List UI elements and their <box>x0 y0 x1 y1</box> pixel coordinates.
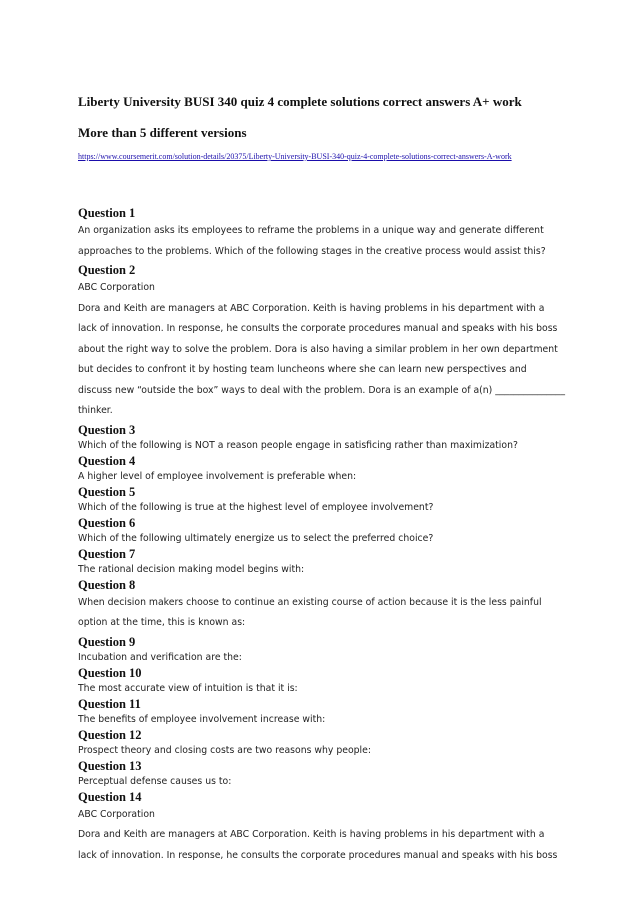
question-block <box>78 262 568 422</box>
question-block <box>78 696 568 727</box>
question-text-line: option at the time, this is known as: <box>78 617 246 628</box>
question-text-line: lack of innovation. In response, he consults the corporate procedures manual and speaks with his boss <box>78 849 558 861</box>
question-text <box>78 805 568 867</box>
question-text-line: Which of the following is NOT a reason people engage in satisficing rather than maximization? <box>78 439 518 451</box>
question-text-line: about the right way to solve the problem. Dora is also having a similar problem in her own department <box>78 343 558 355</box>
question-text-line: discuss new “outside the box” ways to deal with the problem. Dora is an example of a(n) _______________ <box>78 384 565 396</box>
question-text-line: approaches to the problems. Which of the following stages in the creative process would assist this? <box>78 245 546 257</box>
question-text-line: lack of innovation. In response, he consults the corporate procedures manual and speaks with his boss <box>78 323 558 334</box>
question-heading: Question 13 <box>78 758 142 773</box>
question-text-line: Perceptual defense causes us to: <box>78 775 232 787</box>
question-text-line: The most accurate view of intuition is that it is: <box>78 682 298 694</box>
question-heading: Question 5 <box>78 484 136 499</box>
question-heading: Question 8 <box>78 577 136 592</box>
question-block <box>78 665 568 696</box>
document-subtitle: More than 5 different versions <box>78 125 247 140</box>
question-heading: Question 14 <box>78 789 142 804</box>
question-block <box>78 205 568 262</box>
question-block <box>78 546 568 577</box>
question-heading: Question 7 <box>78 546 136 561</box>
question-block <box>78 422 568 453</box>
question-text <box>78 221 568 262</box>
question-list <box>78 205 568 866</box>
question-text-line: Dora and Keith are managers at ABC Corporation. Keith is having problems in his department with a <box>78 302 545 314</box>
question-heading: Question 9 <box>78 634 136 649</box>
question-text <box>78 681 568 696</box>
question-text <box>78 278 568 422</box>
question-block <box>78 634 568 665</box>
question-text-line: The rational decision making model begins with: <box>78 563 305 575</box>
question-text-line: When decision makers choose to continue an existing course of action because it is the less painful <box>78 596 542 608</box>
document-title: Liberty University BUSI 340 quiz 4 complete solutions correct answers A+ work <box>78 94 522 109</box>
question-heading: Question 11 <box>78 696 141 711</box>
question-text <box>78 438 568 453</box>
question-text-line: thinker. <box>78 405 113 416</box>
question-text-line: An organization asks its employees to reframe the problems in a unique way and generate different <box>78 225 544 236</box>
question-heading: Question 4 <box>78 453 136 468</box>
question-heading: Question 3 <box>78 422 136 437</box>
question-text-line: ABC Corporation <box>78 282 155 293</box>
question-text <box>78 650 568 665</box>
question-heading: Question 10 <box>78 665 142 680</box>
question-heading: Question 12 <box>78 727 142 742</box>
question-text <box>78 712 568 727</box>
question-text-line: Prospect theory and closing costs are two reasons why people: <box>78 744 371 756</box>
question-block <box>78 515 568 546</box>
question-text <box>78 743 568 758</box>
question-text <box>78 531 568 546</box>
question-block <box>78 484 568 515</box>
question-text <box>78 774 568 789</box>
question-heading: Question 1 <box>78 206 136 220</box>
question-text-line: A higher level of employee involvement is preferable when: <box>78 470 357 482</box>
question-block <box>78 453 568 484</box>
question-text <box>78 562 568 577</box>
question-text <box>78 593 568 634</box>
question-text-line: Which of the following ultimately energize us to select the preferred choice? <box>78 532 434 544</box>
question-text-line: ABC Corporation <box>78 808 155 820</box>
question-block <box>78 758 568 789</box>
question-text-line: The benefits of employee involvement increase with: <box>78 713 326 725</box>
question-heading: Question 6 <box>78 515 136 530</box>
question-text-line: Incubation and verification are the: <box>78 651 242 663</box>
question-block <box>78 727 568 758</box>
question-text-line: but decides to confront it by hosting team luncheons where she can learn new perspectives and <box>78 364 527 375</box>
source-link[interactable]: https://www.coursemerit.com/solution-details/20375/Liberty-University-BUSI-340-quiz-4-complete-solutions-correct-answers-A-work <box>78 152 512 161</box>
question-heading: Question 2 <box>78 263 136 277</box>
question-text-line: Dora and Keith are managers at ABC Corporation. Keith is having problems in his department with a <box>78 829 545 840</box>
question-block <box>78 577 568 634</box>
question-block <box>78 789 568 867</box>
question-text <box>78 500 568 515</box>
question-text <box>78 469 568 484</box>
question-text-line: Which of the following is true at the highest level of employee involvement? <box>78 501 434 513</box>
